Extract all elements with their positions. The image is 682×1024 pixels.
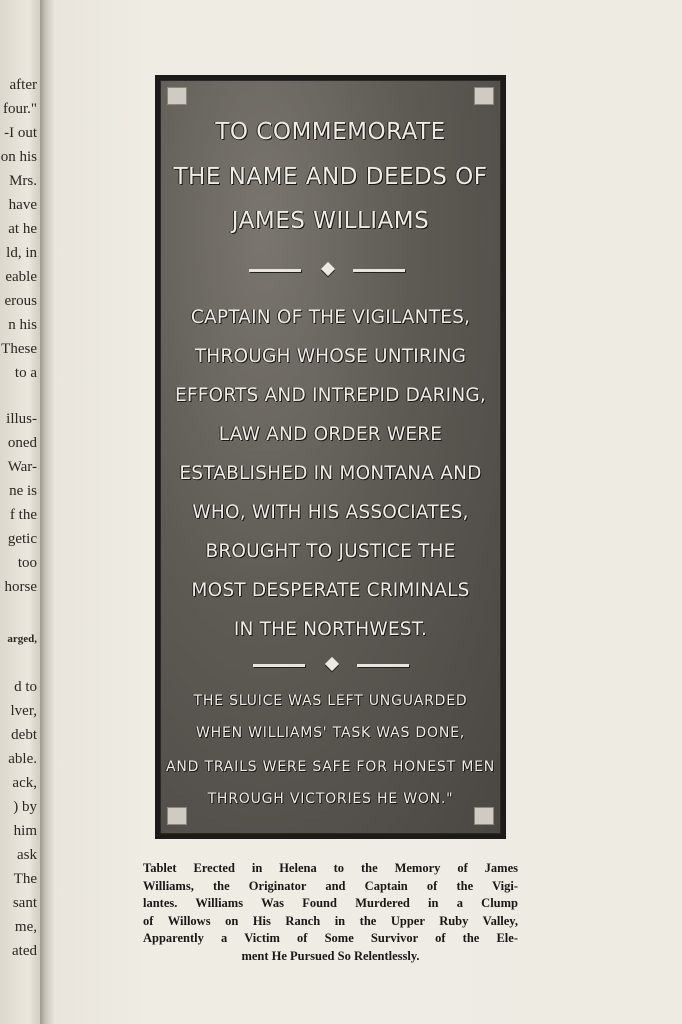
- left-page-text-fragment: at he: [8, 221, 37, 237]
- left-page-text-fragment: ) by: [13, 799, 37, 815]
- tablet-body-line: THROUGH WHOSE UNTIRING: [194, 346, 467, 367]
- bolt-corner-top-left: [167, 87, 187, 105]
- left-page-text-fragment: me,: [14, 919, 37, 935]
- left-page-text-fragment: on his: [0, 149, 37, 165]
- divider-bar: [357, 664, 409, 667]
- divider-bar: [353, 269, 405, 272]
- tablet-body-line: BROUGHT TO JUSTICE THE: [205, 541, 456, 562]
- left-page-text-fragment: -I out: [4, 125, 37, 141]
- tablet-divider-bottom: [161, 658, 500, 672]
- tablet-title-line: JAMES WILLIAMS: [231, 208, 430, 234]
- tablet-title-line: THE NAME AND DEEDS OF: [173, 164, 488, 190]
- divider-diamond: [321, 262, 335, 276]
- commemorative-tablet-photo: [155, 75, 506, 839]
- tablet-body-line: ESTABLISHED IN MONTANA AND: [179, 463, 482, 484]
- left-page-text-fragment: too: [17, 555, 37, 571]
- tablet-title-line: TO COMMEMORATE: [215, 119, 446, 145]
- tablet-verse-line: WHEN WILLIAMS' TASK WAS DONE,: [196, 725, 465, 741]
- left-page-text-fragment: debt: [11, 727, 37, 743]
- left-page-text-fragment: ld, in: [6, 245, 37, 261]
- left-page-text-fragment: n his: [8, 317, 37, 333]
- left-page-text-fragment: oned: [7, 435, 37, 451]
- left-page-text-fragment: illus-: [6, 411, 37, 427]
- left-page-text-fragment: War-: [7, 459, 37, 475]
- divider-bar: [253, 664, 305, 667]
- previous-page-edge: [0, 0, 40, 1024]
- tablet-body-line: EFFORTS AND INTREPID DARING,: [174, 385, 486, 406]
- left-page-text-fragment: horse: [4, 579, 37, 595]
- tablet-body-line: MOST DESPERATE CRIMINALS: [191, 580, 470, 601]
- left-page-text-fragment: Mrs.: [9, 173, 37, 189]
- book-gutter: [40, 0, 54, 1024]
- bolt-corner-bottom-left: [167, 807, 187, 825]
- divider-diamond: [325, 657, 339, 671]
- left-page-text-fragment: lver,: [10, 703, 37, 719]
- caption-line: Williams, the Originator and Captain of the Vigi-: [143, 878, 518, 893]
- tablet-body-line: WHO, WITH HIS ASSOCIATES,: [192, 502, 469, 523]
- left-page-text-fragment: erous: [4, 293, 37, 309]
- tablet-body-line: LAW AND ORDER WERE: [218, 424, 443, 445]
- left-page-text-fragment: d to: [14, 679, 37, 695]
- divider-bar: [249, 269, 301, 272]
- left-page-text-fragment: f the: [9, 507, 37, 523]
- left-page-text-fragment: sant: [12, 895, 37, 911]
- tablet-divider-top: [161, 263, 500, 277]
- left-page-text-fragment: able.: [8, 751, 37, 767]
- bolt-corner-top-right: [474, 87, 494, 105]
- left-page-text-fragment: ne is: [9, 483, 37, 499]
- left-page-text-fragment: eable: [5, 269, 37, 285]
- tablet-verse-line: AND TRAILS WERE SAFE FOR HONEST MEN: [165, 759, 496, 775]
- caption-line: Apparently a Victim of Some Survivor of the Ele-: [143, 931, 518, 945]
- left-page-text-fragment: ack,: [12, 775, 37, 791]
- left-page-text-fragment: to a: [14, 365, 37, 381]
- tablet-verse-line: THE SLUICE WAS LEFT UNGUARDED: [193, 693, 468, 709]
- bolt-corner-bottom-right: [474, 807, 494, 825]
- left-page-text-fragment: have: [8, 197, 37, 213]
- left-page-text-fragment: The: [13, 871, 37, 887]
- left-page-text-fragment: four.": [2, 101, 37, 117]
- figure-caption: [143, 860, 518, 965]
- left-page-text-fragment: ated: [12, 943, 37, 959]
- caption-line: of Willows on His Ranch in the Upper Ruby Valley,: [143, 913, 518, 928]
- tablet-face: [160, 80, 501, 834]
- left-page-text-fragment: These: [1, 341, 37, 357]
- left-page-text-fragment: him: [13, 823, 37, 839]
- tablet-verse-line: THROUGH VICTORIES HE WON.": [207, 791, 454, 807]
- caption-line: Tablet Erected in Helena to the Memory of James: [143, 861, 518, 875]
- caption-line: lantes. Williams Was Found Murdered in a Clump: [143, 896, 518, 910]
- left-page-text-fragment: ask: [17, 847, 37, 863]
- tablet-body-line: IN THE NORTHWEST.: [233, 619, 428, 640]
- left-page-text-fragment: getic: [7, 531, 37, 547]
- tablet-body-line: CAPTAIN OF THE VIGILANTES,: [190, 307, 471, 328]
- left-page-text-fragment: arged,: [7, 633, 37, 645]
- left-page-text-fragment: after: [9, 77, 37, 93]
- caption-line: ment He Pursued So Relentlessly.: [241, 948, 420, 963]
